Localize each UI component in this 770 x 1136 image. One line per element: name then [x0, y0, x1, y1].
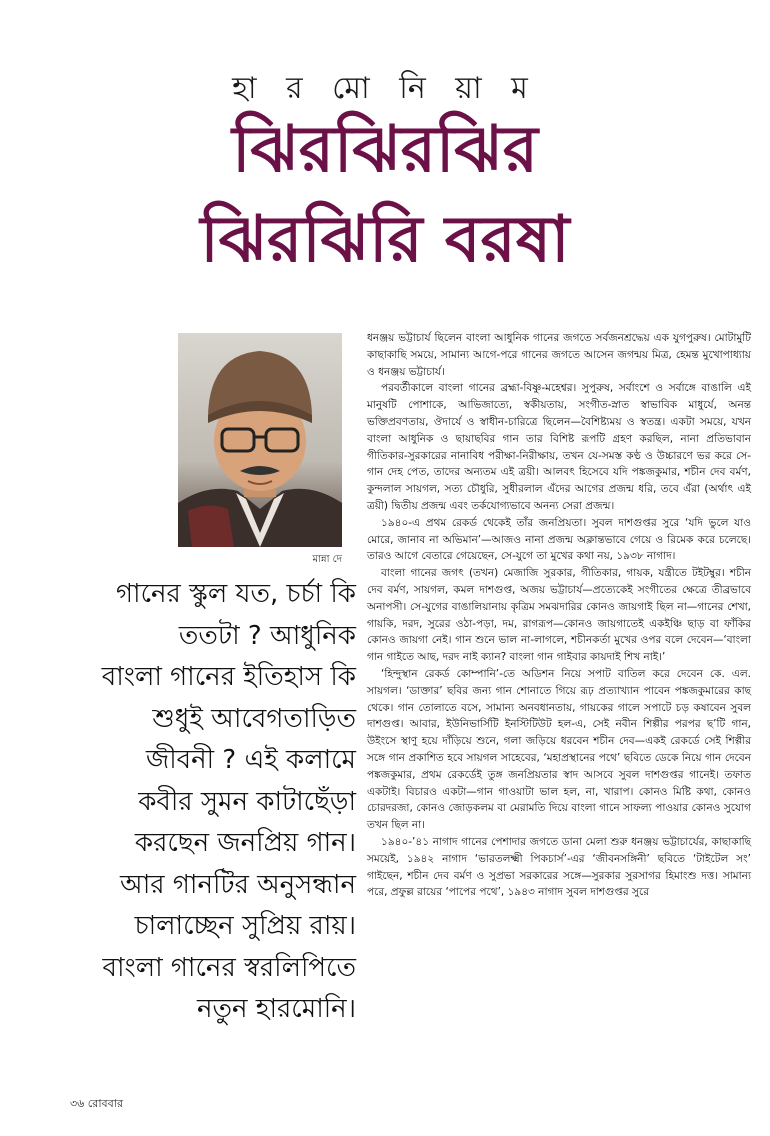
- pull-quote-line: আর গানটির অনুসন্ধান: [119, 869, 356, 900]
- photo-caption: মান্না দে: [312, 554, 342, 565]
- headline-line-2: ঝিরঝিরি বরষা: [200, 203, 570, 277]
- body-paragraph: ১৯৪০-’৪১ নাগাদ গানের পেশাদার জগতে ডানা মেলা শুরু ধনঞ্জয় ভট্টাচার্যের, কাছাকাছি সময়েই, ১৯৪২ নাগাদ ‘ভারতলক্ষ্মী পিকচার্স’-এর ‘জীবনসঙ্গিনী’ ছবিতে ‘টাইটেল সং’ গাইছেন, শচীন দেব বর্মণ ও সুপ্রভা সরকারের সঙ্গে—সুরকার সুরসাগর হিমাংশু দত্ত। সামান্য পরে, প্রফুল্ল রায়ের ‘পাপের পথে’, ১৯৪৩ নাগাদ সুবল দাশগুপ্তর সুরে: [367, 835, 751, 899]
- body-paragraph: ‘হিন্দুস্থান রেকর্ড কোম্পানি’-তে অডিশন নিয়ে সপাট বাতিল করে দেবেন কে. এল. সায়গল। ‘ডাক্তার’ ছবির জন্য গান শোনাতে গিয়ে রূঢ় প্রত্যাখ্যান পাবেন পঙ্কজকুমারের কাছ থেকে। গান তোলাতে বসে, সামান্য অনবধানতায়, গায়কের গালে সপাটে চড় কষাবেন সুবল দাশগুপ্ত। আবার, ইউনিভার্সিটি ইনস্টিটিউট হল-এ, সেই নবীন শিল্পীর পরপর ছ’টি গান, উইংসে স্থাণু হয়ে দাঁড়িয়ে শুনে, গলা জড়িয়ে ধরবেন শচীন দেব—একই রেকর্ডে সেই শিল্পীর সঙ্গে গান প্রকাশিত হবে সায়গল সাহেবের, ‘মহাপ্রস্থানের পথে’ ছবিতে ডেকে নিয়ে গান দেবেন পঙ্কজকুমার, প্রথম রেকর্ডেই তুঙ্গ জনপ্রিয়তার স্বাদ আসবে সুবল দাশগুপ্তর গানেই। তফাত একটাই। বিচারও একটা—গান গাওয়াটা ভাল হল, না, খারাপ। কোনও মিষ্টি কথা, কোনও চোরদরজা, কোনও জোড়কলম বা মেরামতি দিয়ে বাংলা গানে সাফল্য পাওয়ার কোনও সুযোগ তখন ছিল না।: [367, 667, 751, 832]
- body-paragraph: বাংলা গানের জগৎ (তখন) মেজাজি সুরকার, গীতিকার, গায়ক, যন্ত্রীতে টইটম্বুর। শচীন দেব বর্মণ, সায়গল, কমল দাশগুপ্ত, অজয় ভট্টাচার্য—প্রত্যেকেই সংগীতের ক্ষেত্রে তীব্রভাবে অনাপসী। সে-যুগের বাঙালিয়ানায় কৃত্রিম সমঝদারির কোনও জায়গাই ছিল না—গানের শেখা, গায়কি, দরদ, সুরের ওঠা-পড়া, দম, রাগরূপ—কোনও জায়গাতেই একইঞ্চি ছাড় বা ফাঁকির কোনও জায়গা নেই। গান শুনে ভাল না-লাগলে, শচীনকর্তা মুখের ওপর বলে দেবেন—‘বাংলা গান গাইতে আছ, দরদ নাই ক্যান? বাংলা গান গাইবার কায়দাই শিখ নাই।’: [367, 567, 751, 664]
- body-paragraph: ধনঞ্জয় ভট্টাচার্য ছিলেন বাংলা আধুনিক গানের জগতে সর্বজনশ্রদ্ধেয় এক যুগপুরুষ। মোটামুটি কাছাকাছি সময়ে, সামান্য আগে-পরে গানের জগতে আসেন জগন্ময় মিত্র, হেমন্ত মুখোপাধ্যায় ও ধনঞ্জয় ভট্টাচার্য।: [367, 332, 751, 378]
- pull-quote-line: বাংলা গানের স্বরলিপিতে: [102, 952, 356, 983]
- pull-quote-line: গানের স্কুল যত, চর্চা কি: [116, 579, 356, 609]
- page-footer: ৩৬ রোববার: [70, 1097, 123, 1110]
- pull-quote-line: ততটা ? আধুনিক: [178, 620, 356, 651]
- pull-quote-line: কবীর সুমন কাটাছেঁড়া: [138, 786, 356, 817]
- body-paragraph: পরবর্তীকালে বাংলা গানের ব্রহ্মা-বিষ্ণু-মহেশ্বর। সুপুরুষ, সর্বাংশে ও সর্বাঙ্গে বাঙালি এই মানুষটি পোশাকে, আভিজাত্যে, স্বকীয়তায়, সংগীত-স্নাত স্বাভাবিক মাধুর্যে, অনন্ত ভক্তিপ্রবণতায়, ঔদার্যে ও স্বাধীন-চারিত্রে ছিলেন—বৈশিষ্ট্যময় ও স্বতন্ত্র। একটা সময়ে, যখন বাংলা আধুনিক ও ছায়াছবির গান তার বিশিষ্ট রূপটি গ্রহণ করছিল, নানা প্রতিভাবান গীতিকার-সুরকারের নানাবিধ পরীক্ষা-নিরীক্ষায়, তখন যে-সমস্ত কণ্ঠ ও উচ্চারণে ভর করে সে-গান দেহ পেত, তাদের অন্যতম এই ত্রয়ী। আলবৎ হিসেবে যদি পঙ্কজকুমার, শচীন দেব বর্মণ, কুন্দলাল সায়গল, সত্য চৌধুরি, সুধীরলাল এঁদের আগের প্রজন্ম ধরি, তবে এঁরা (অর্থাৎ এই ত্রয়ী) দ্বিতীয় প্রজন্ম এবং তর্কযোগ্যভাবে অনন্য সেরা প্রজন্ম।: [367, 382, 751, 512]
- pull-quote-line: করছেন জনপ্রিয় গান।: [134, 828, 356, 858]
- body-paragraph: ১৯৪০-এ প্রথম রেকর্ড থেকেই তাঁর জনপ্রিয়তা। সুবল দাশগুপ্তর সুরে ‘যদি ভুলে যাও মোরে, জানাব না অভিমান’—আজও নানা প্রজন্ম অক্লান্তভাবে গেয়ে ও রিমেক করে চলেছে। তারও আগে বেতারে গেয়েছেন, সে-যুগে তা মুখের কথা নয়, ১৯৩৮ নাগাদ।: [367, 516, 751, 563]
- section-kicker: হা র মো নি য়া ম: [232, 71, 538, 106]
- headline-line-1: ঝিরঝিরঝির: [232, 113, 538, 187]
- portrait-photo: [178, 333, 342, 547]
- pull-quote-line: চালাচ্ছেন সুপ্রিয় রায়।: [134, 911, 356, 941]
- pull-quote: [60, 574, 356, 1031]
- pull-quote-line: বাংলা গানের ইতিহাস কি: [101, 662, 356, 692]
- pull-quote-line: নতুন হারমোনি।: [197, 994, 356, 1024]
- portrait-illustration: [178, 333, 342, 547]
- pull-quote-line: জীবনী ? এই কলামে: [145, 745, 356, 775]
- article-body: [367, 330, 751, 901]
- pull-quote-line: শুধুই আবেগতাড়িত: [152, 703, 356, 734]
